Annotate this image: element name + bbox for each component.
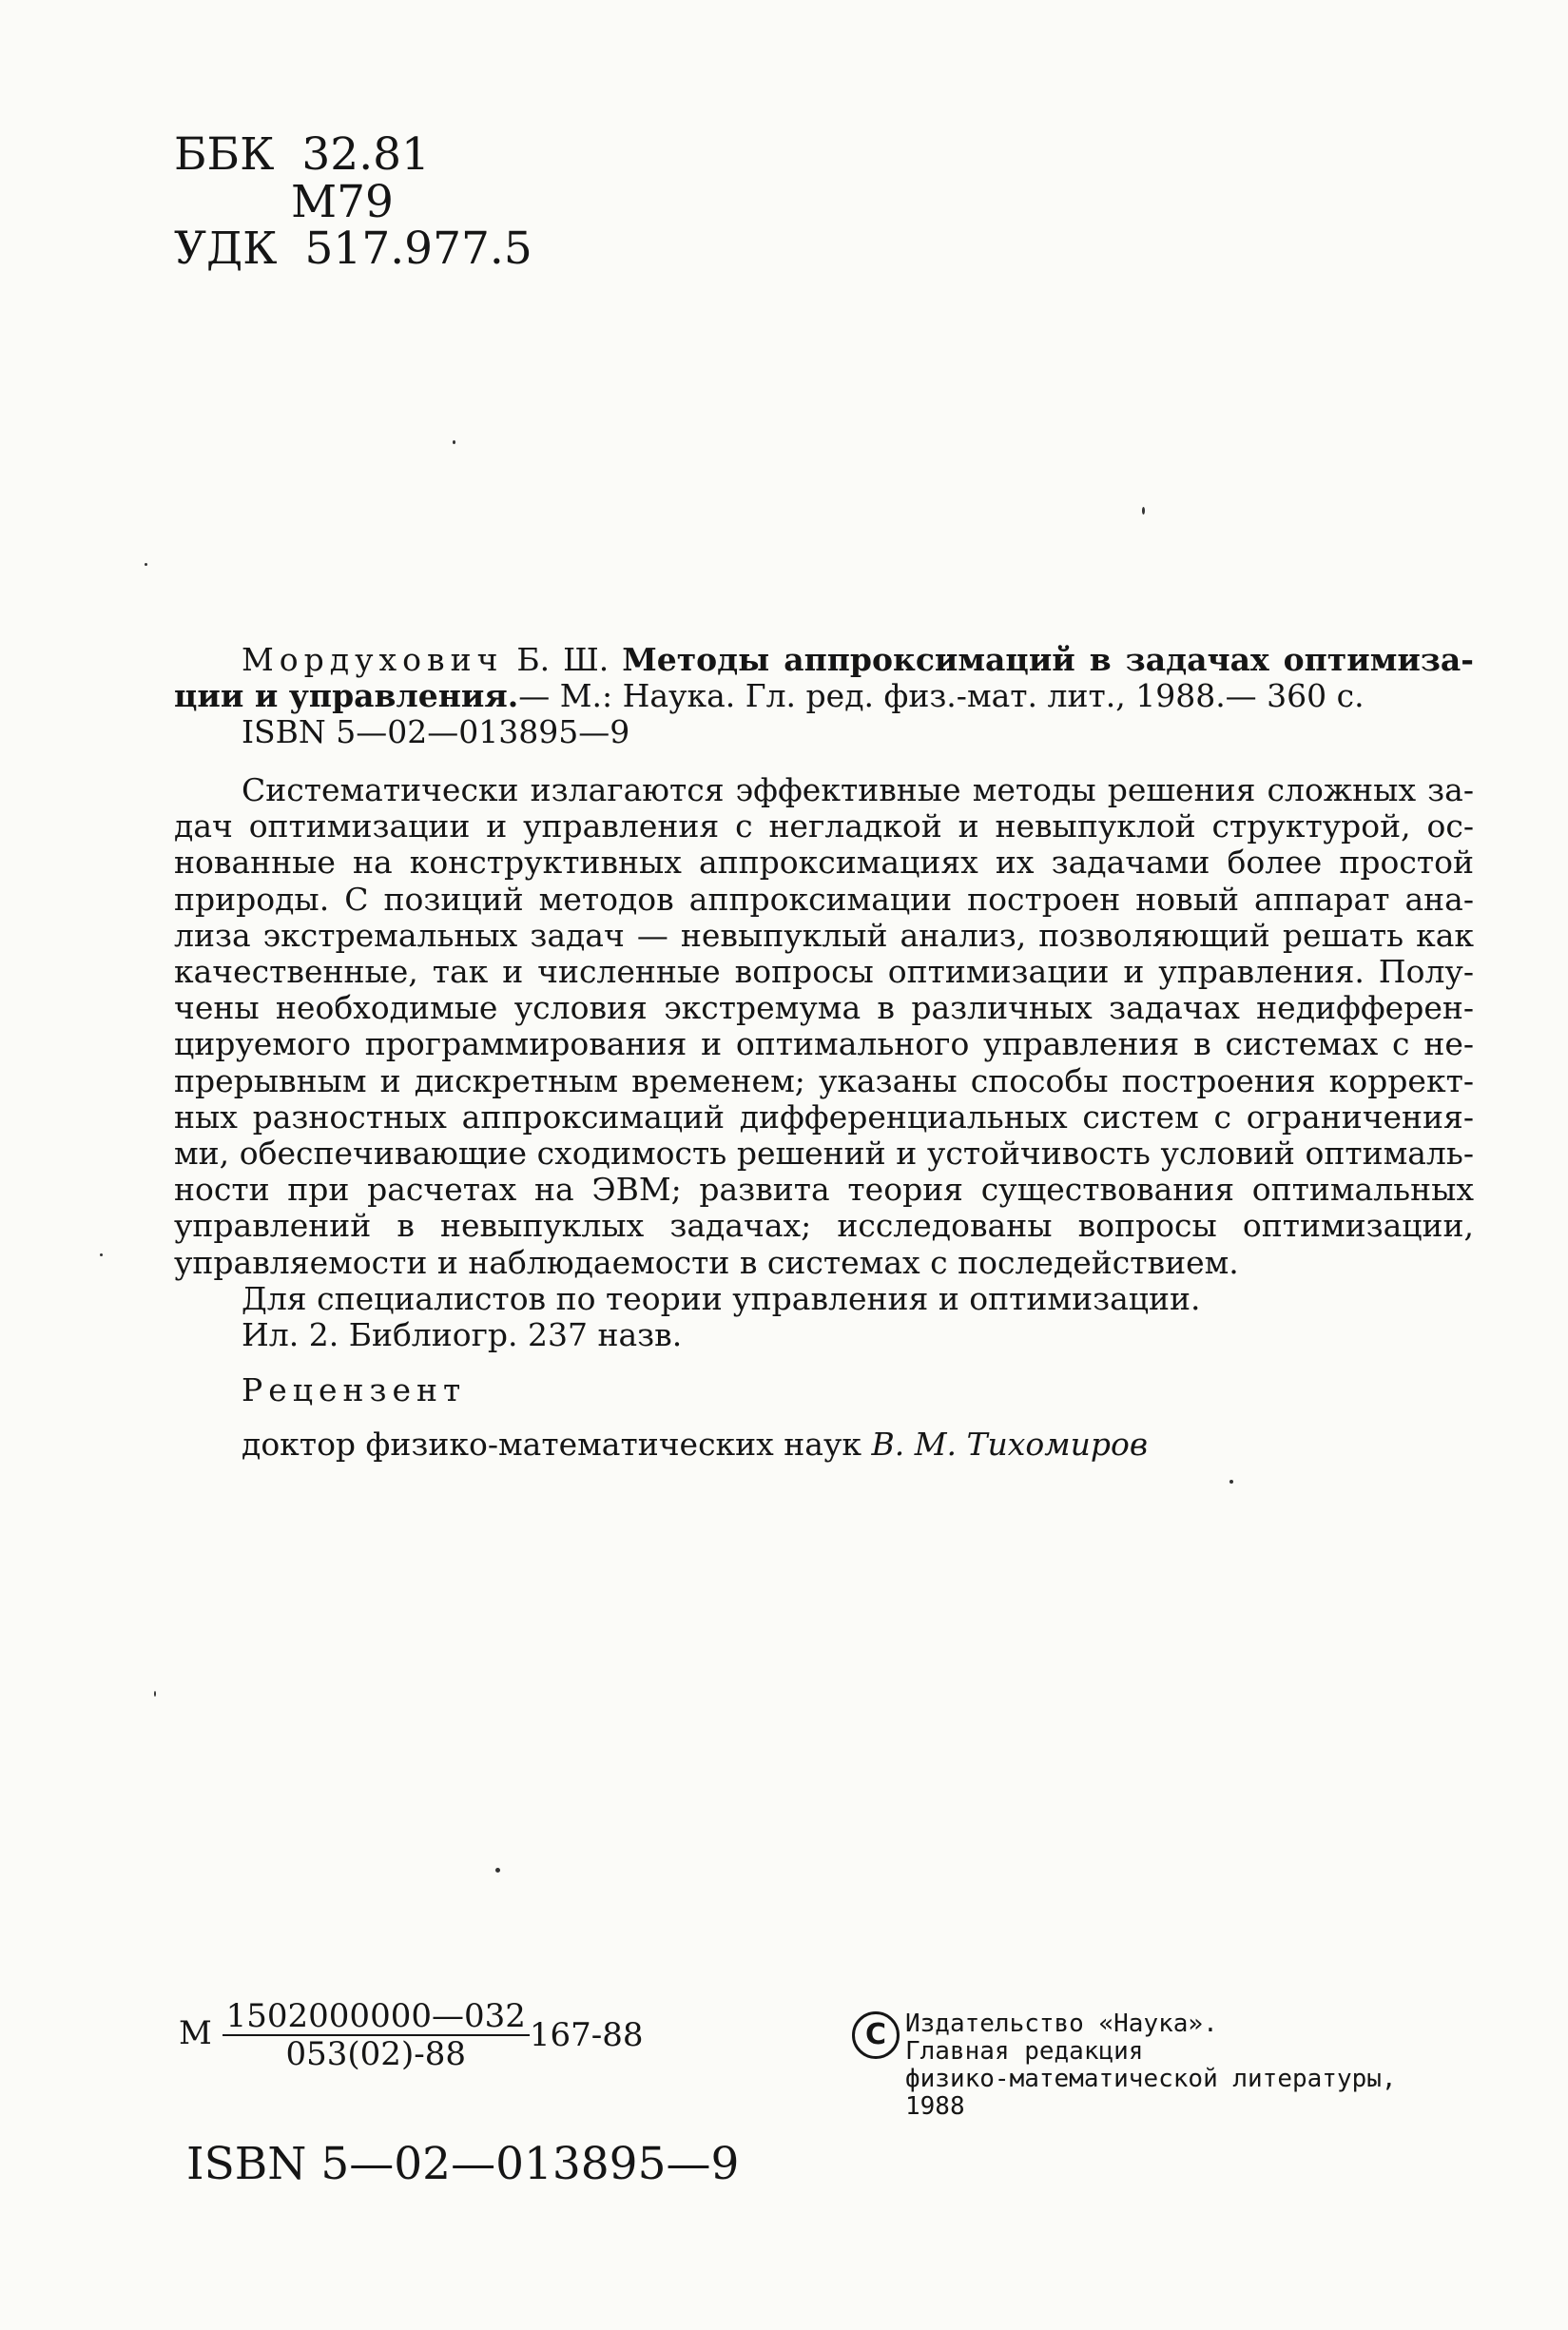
- abstract-line: дач оптимизации и управления с негладкой и невыпуклой структурой, ос-: [174, 807, 1474, 845]
- publisher-line-2: Главная редакция: [905, 2037, 1144, 2066]
- isbn-large: ISBN 5—02—013895—9: [186, 2138, 740, 2190]
- publisher-block: [905, 2010, 1397, 2121]
- abstract-line: цируемого программирования и оптимального управления в системах с не-: [174, 1025, 1474, 1063]
- udk-line: [174, 223, 532, 275]
- abstract-line: ми, обеспечивающие сходимость решений и устойчивость условий оптималь-: [174, 1135, 1474, 1173]
- publisher-line-1: Издательство «Наука».: [905, 2010, 1218, 2038]
- imprint-code: [179, 1998, 644, 2072]
- author-initials: Б. Ш.: [503, 641, 623, 678]
- abstract-line: природы. С позиций методов аппроксимации построен новый аппарат ана-: [174, 880, 1474, 918]
- citation-isbn: ISBN 5—02—013895—9: [242, 713, 630, 750]
- abstract-last-line: управляемости и наблюдаемости в системах с последействием.: [174, 1243, 1239, 1281]
- book-title-part1: Методы аппроксимаций в задачах оптимиза-: [622, 641, 1474, 678]
- bbk-code: 32.81: [301, 128, 430, 181]
- scan-speck: [453, 440, 455, 444]
- imprint-suffix: 167-88: [529, 2016, 644, 2054]
- publisher-year: 1988: [905, 2092, 965, 2121]
- book-title-part2: ции и управления.: [174, 677, 519, 714]
- citation-line-2: [174, 678, 1410, 714]
- abstract-line: чены необходимые условия экстремума в различных задачах недифферен-: [174, 989, 1474, 1027]
- reviewer-name: В. М. Тихомиров: [871, 1426, 1149, 1463]
- audience: Для специалистов по теории управления и оптимизации.: [242, 1279, 1201, 1317]
- scan-speck: [495, 1868, 500, 1873]
- abstract-line: прерывным и дискретным временем; указаны способы построения коррект-: [174, 1061, 1474, 1099]
- reviewer-label: Рецензент: [242, 1371, 467, 1408]
- imprint-denominator: 053(02)-88: [285, 2035, 466, 2073]
- abstract-line: нованные на конструктивных аппроксимациях их задачами более простой: [174, 844, 1474, 882]
- scan-speck: [1142, 507, 1145, 515]
- abstract-line: управлений в невыпуклых задачах; исследованы вопросы оптимизации,: [174, 1207, 1474, 1245]
- scan-speck: [100, 1253, 103, 1256]
- scan-speck: [1229, 1480, 1233, 1484]
- reviewer-title: доктор физико-математических наук: [242, 1426, 872, 1463]
- udk-label: УДК: [174, 223, 278, 275]
- author-mark: М79: [291, 176, 394, 228]
- illustrations: Ил. 2. Библиогр. 237 назв.: [242, 1316, 683, 1354]
- abstract-line: качественные, так и численные вопросы оптимизации и управления. Полу-: [174, 953, 1474, 991]
- abstract-line: лиза экстремальных задач — невыпуклый анализ, позволяющий решать как: [174, 916, 1474, 954]
- scan-speck: [145, 563, 147, 566]
- imprint-numerator: 1502000000—032: [223, 1998, 530, 2036]
- bbk-line: [174, 128, 430, 181]
- citation-line-1: [242, 642, 1474, 678]
- bbk-label: ББК: [174, 128, 275, 181]
- scan-speck: [154, 1691, 156, 1697]
- publication-info: — М.: Наука. Гл. ред. физ.-мат. лит., 1988.— 360 с.: [518, 677, 1365, 714]
- reviewer: [242, 1427, 1148, 1463]
- publisher-line-3: физико-математической литературы,: [905, 2065, 1397, 2093]
- imprint-fraction: [223, 1998, 530, 2072]
- citation: [242, 642, 1474, 678]
- author-name: Мордухович: [242, 641, 504, 678]
- abstract: [174, 772, 1474, 1353]
- copyright-icon: С: [852, 2011, 900, 2059]
- abstract-line: ных разностных аппроксимаций дифференциальных систем с ограничения-: [174, 1097, 1474, 1136]
- abstract-line: ности при расчетах на ЭВМ; развита теория существования оптимальных: [174, 1171, 1474, 1209]
- udk-code: 517.977.5: [304, 223, 532, 275]
- abstract-line: Систематически излагаются эффективные методы решения сложных за-: [242, 771, 1474, 808]
- imprint-prefix: М: [179, 2014, 212, 2052]
